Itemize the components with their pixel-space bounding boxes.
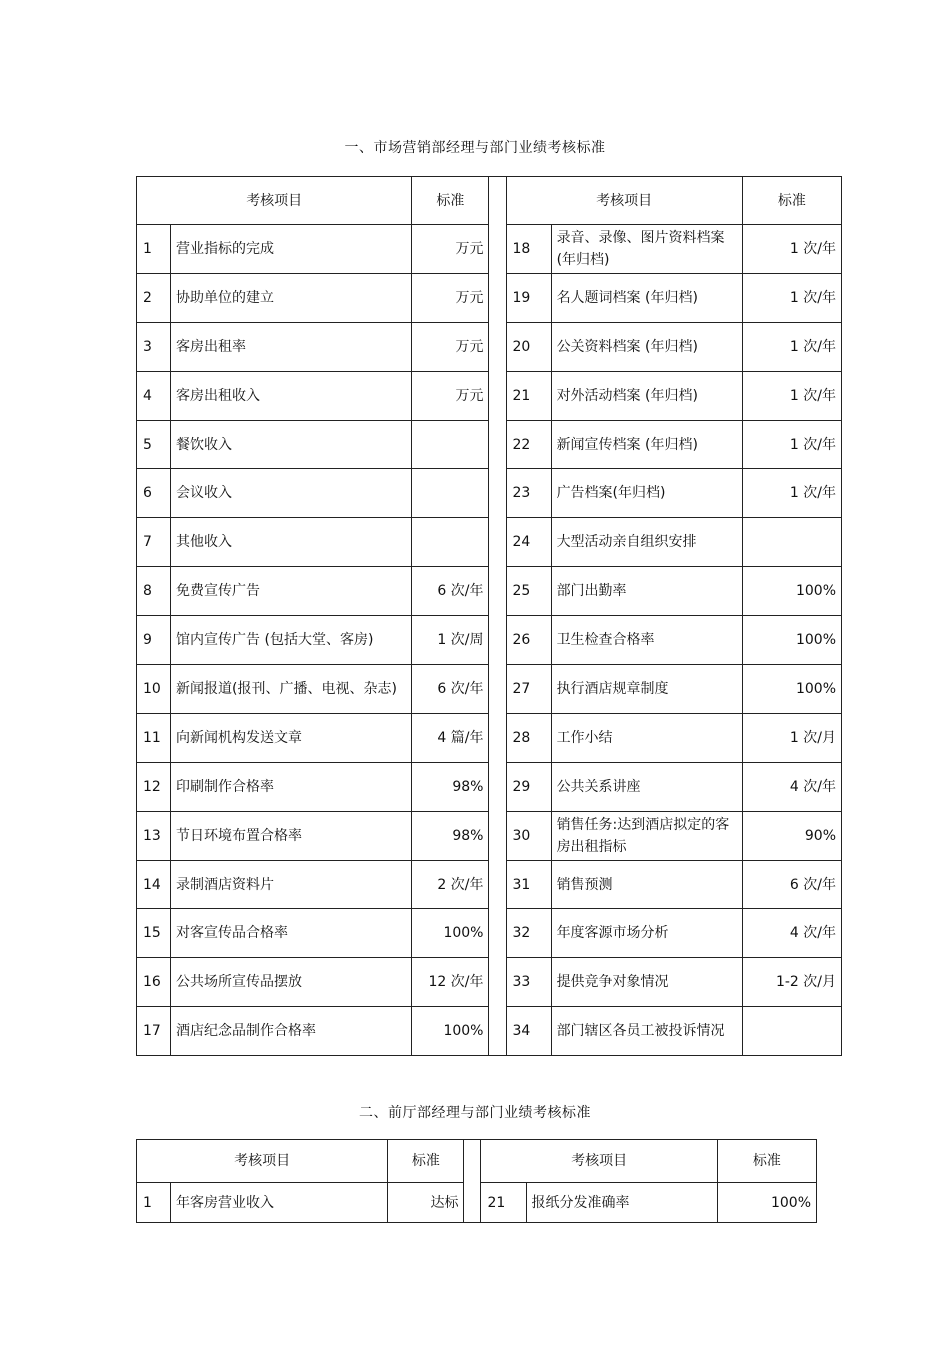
row-number: 9	[137, 616, 171, 665]
row-item: 部门辖区各员工被投诉情况	[551, 1007, 742, 1056]
row-number: 31	[506, 860, 551, 909]
column-gap	[464, 1140, 481, 1223]
row-standard: 12 次/年	[412, 958, 489, 1007]
row-number: 27	[506, 665, 551, 714]
row-item: 向新闻机构发送文章	[171, 713, 412, 762]
row-standard: 1 次/年	[742, 371, 841, 420]
row-standard: 4 次/年	[742, 909, 841, 958]
row-standard: 1 次/月	[742, 713, 841, 762]
row-item: 餐饮收入	[171, 420, 412, 469]
row-item: 协助单位的建立	[171, 273, 412, 322]
row-number: 7	[137, 518, 171, 567]
section-1-title: 一、市场营销部经理与部门业绩考核标准	[344, 140, 606, 156]
row-standard	[412, 469, 489, 518]
row-item: 客房出租率	[171, 322, 412, 371]
row-number: 24	[506, 518, 551, 567]
row-standard: 1 次/年	[742, 322, 841, 371]
row-standard	[412, 518, 489, 567]
row-item: 工作小结	[551, 713, 742, 762]
row-number: 16	[137, 958, 171, 1007]
row-standard: 1 次/年	[742, 420, 841, 469]
row-item: 公关资料档案 (年归档)	[551, 322, 742, 371]
front-office-kpi-table	[136, 1139, 817, 1223]
row-number: 22	[506, 420, 551, 469]
row-number: 30	[506, 811, 551, 860]
row-standard: 100%	[717, 1183, 816, 1223]
table-header-row	[137, 1140, 817, 1183]
row-standard: 2 次/年	[412, 860, 489, 909]
row-number: 21	[481, 1183, 526, 1223]
row-number: 1	[137, 1183, 171, 1223]
row-standard: 90%	[742, 811, 841, 860]
row-item: 广告档案(年归档)	[551, 469, 742, 518]
row-standard: 6 次/年	[742, 860, 841, 909]
row-number: 18	[506, 225, 551, 274]
row-standard: 达标	[388, 1183, 464, 1223]
row-item: 公共场所宣传品摆放	[171, 958, 412, 1007]
row-item: 年度客源市场分析	[551, 909, 742, 958]
row-standard: 1 次/年	[742, 469, 841, 518]
row-standard: 100%	[742, 567, 841, 616]
row-item: 其他收入	[171, 518, 412, 567]
row-number: 20	[506, 322, 551, 371]
row-number: 32	[506, 909, 551, 958]
row-item: 节日环境布置合格率	[171, 811, 412, 860]
row-standard: 100%	[742, 665, 841, 714]
row-number: 1	[137, 225, 171, 274]
row-item: 部门出勤率	[551, 567, 742, 616]
header-item: 考核项目	[481, 1140, 717, 1183]
row-item: 录音、录像、图片资料档案(年归档)	[551, 225, 742, 274]
row-number: 19	[506, 273, 551, 322]
row-standard: 98%	[412, 811, 489, 860]
row-item: 大型活动亲自组织安排	[551, 518, 742, 567]
header-standard: 标准	[412, 177, 489, 225]
row-item: 录制酒店资料片	[171, 860, 412, 909]
row-number: 6	[137, 469, 171, 518]
row-number: 8	[137, 567, 171, 616]
row-item: 酒店纪念品制作合格率	[171, 1007, 412, 1056]
row-standard: 4 篇/年	[412, 713, 489, 762]
row-item: 卫生检查合格率	[551, 616, 742, 665]
row-standard: 1-2 次/月	[742, 958, 841, 1007]
marketing-kpi-table	[136, 176, 842, 1056]
row-standard: 万元	[412, 225, 489, 274]
row-number: 23	[506, 469, 551, 518]
row-number: 10	[137, 665, 171, 714]
row-number: 12	[137, 762, 171, 811]
row-item: 馆内宣传广告 (包括大堂、客房)	[171, 616, 412, 665]
row-standard: 100%	[412, 909, 489, 958]
row-number: 4	[137, 371, 171, 420]
row-item: 名人题词档案 (年归档)	[551, 273, 742, 322]
row-item: 报纸分发准确率	[526, 1183, 717, 1223]
header-item: 考核项目	[506, 177, 742, 225]
row-standard: 1 次/年	[742, 273, 841, 322]
row-item: 印刷制作合格率	[171, 762, 412, 811]
row-item: 公共关系讲座	[551, 762, 742, 811]
row-number: 11	[137, 713, 171, 762]
row-number: 26	[506, 616, 551, 665]
row-number: 2	[137, 273, 171, 322]
row-number: 34	[506, 1007, 551, 1056]
row-standard: 1 次/年	[742, 225, 841, 274]
row-standard: 100%	[412, 1007, 489, 1056]
row-number: 14	[137, 860, 171, 909]
row-number: 25	[506, 567, 551, 616]
row-item: 新闻报道(报刊、广播、电视、杂志)	[171, 665, 412, 714]
row-item: 提供竞争对象情况	[551, 958, 742, 1007]
row-standard: 万元	[412, 273, 489, 322]
row-item: 年客房营业收入	[171, 1183, 388, 1223]
header-standard: 标准	[388, 1140, 464, 1183]
row-number: 17	[137, 1007, 171, 1056]
row-item: 营业指标的完成	[171, 225, 412, 274]
row-item: 新闻宣传档案 (年归档)	[551, 420, 742, 469]
row-standard: 4 次/年	[742, 762, 841, 811]
row-standard: 万元	[412, 322, 489, 371]
row-standard: 6 次/年	[412, 665, 489, 714]
row-item: 客房出租收入	[171, 371, 412, 420]
row-number: 33	[506, 958, 551, 1007]
row-standard: 万元	[412, 371, 489, 420]
row-standard	[412, 420, 489, 469]
row-number: 3	[137, 322, 171, 371]
row-standard	[742, 1007, 841, 1056]
row-item: 对外活动档案 (年归档)	[551, 371, 742, 420]
row-item: 销售任务:达到酒店拟定的客房出租指标	[551, 811, 742, 860]
table-header-row	[137, 177, 842, 225]
row-number: 13	[137, 811, 171, 860]
row-item: 会议收入	[171, 469, 412, 518]
row-standard	[742, 518, 841, 567]
header-item: 考核项目	[137, 1140, 388, 1183]
row-number: 21	[506, 371, 551, 420]
row-item: 免费宣传广告	[171, 567, 412, 616]
column-gap	[489, 177, 506, 1056]
row-standard: 6 次/年	[412, 567, 489, 616]
row-number: 5	[137, 420, 171, 469]
header-standard: 标准	[717, 1140, 816, 1183]
row-standard: 98%	[412, 762, 489, 811]
row-number: 28	[506, 713, 551, 762]
row-standard: 100%	[742, 616, 841, 665]
row-item: 执行酒店规章制度	[551, 665, 742, 714]
row-number: 29	[506, 762, 551, 811]
row-number: 15	[137, 909, 171, 958]
row-item: 对客宣传品合格率	[171, 909, 412, 958]
section-2-title: 二、前厅部经理与部门业绩考核标准	[359, 1105, 591, 1121]
row-item: 销售预测	[551, 860, 742, 909]
row-standard: 1 次/周	[412, 616, 489, 665]
header-item: 考核项目	[137, 177, 412, 225]
header-standard: 标准	[742, 177, 841, 225]
